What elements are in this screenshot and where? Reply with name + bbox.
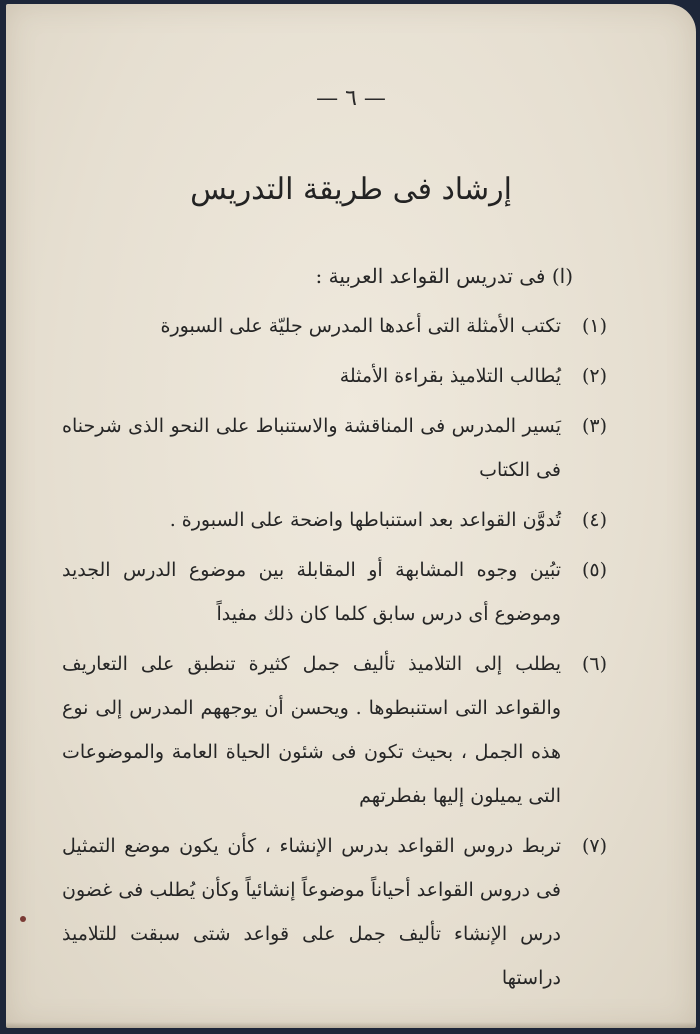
item-text: تبُين وجوه المشابهة أو المقابلة بين موضوع الدرس الجديد وموضوع أى درس سابق كلما كان ذلك مفيداً bbox=[62, 559, 561, 625]
item-text: يَسير المدرس فى المناقشة والاستنباط على النحو الذى شرحناه فى الكتاب bbox=[62, 415, 561, 481]
page-body bbox=[62, 254, 607, 1006]
section-heading: (ا) فى تدريس القواعد العربية : bbox=[315, 264, 573, 288]
item-text: تربط دروس القواعد بدرس الإنشاء ، كأن يكون موضع التمثيل فى دروس القواعد أحياناً موضوعاً إنشائياً وكأن يُطلب فى غضون درس الإنشاء تأليف جمل على قواعد شتى سبقت للتلاميذ دراستها bbox=[62, 835, 562, 989]
book-page bbox=[6, 4, 696, 1028]
list-item-6 bbox=[62, 642, 607, 818]
list-item-4 bbox=[62, 498, 607, 542]
item-number: (١) bbox=[581, 315, 607, 337]
page-number: — ٦ — bbox=[316, 86, 386, 111]
ink-spot bbox=[20, 916, 26, 922]
page-edge-shadow bbox=[6, 1022, 696, 1028]
item-text: يُطالب التلاميذ بقراءة الأمثلة bbox=[339, 365, 561, 387]
list-item-7 bbox=[62, 824, 607, 1000]
item-text: يطلب إلى التلاميذ تأليف جمل كثيرة تنطبق على التعاريف والقواعد التى استنبطوها . ويحسن أن يوجههم المدرس إلى نوع هذه الجمل ، بحيث تكون فى شئون الحياة العامة والموضوعات التى يميلون إليها بفطرتهم bbox=[62, 653, 561, 807]
item-number: (٦) bbox=[581, 653, 607, 675]
list-item-3 bbox=[62, 404, 607, 492]
item-text: تُدوَّن القواعد بعد استنباطها واضحة على السبورة . bbox=[169, 509, 561, 531]
list-item-5 bbox=[62, 548, 607, 636]
list-item-2 bbox=[62, 354, 607, 398]
item-number: (٤) bbox=[581, 509, 607, 531]
item-number: (٧) bbox=[581, 835, 607, 857]
list-item-1 bbox=[62, 304, 607, 348]
item-text: تكتب الأمثلة التى أعدها المدرس جليّة على السبورة bbox=[160, 315, 561, 337]
item-number: (٥) bbox=[581, 559, 607, 581]
item-number: (٣) bbox=[581, 415, 607, 437]
page-title: إرشاد فى طريقة التدريس bbox=[190, 172, 512, 207]
item-number: (٢) bbox=[581, 365, 607, 387]
